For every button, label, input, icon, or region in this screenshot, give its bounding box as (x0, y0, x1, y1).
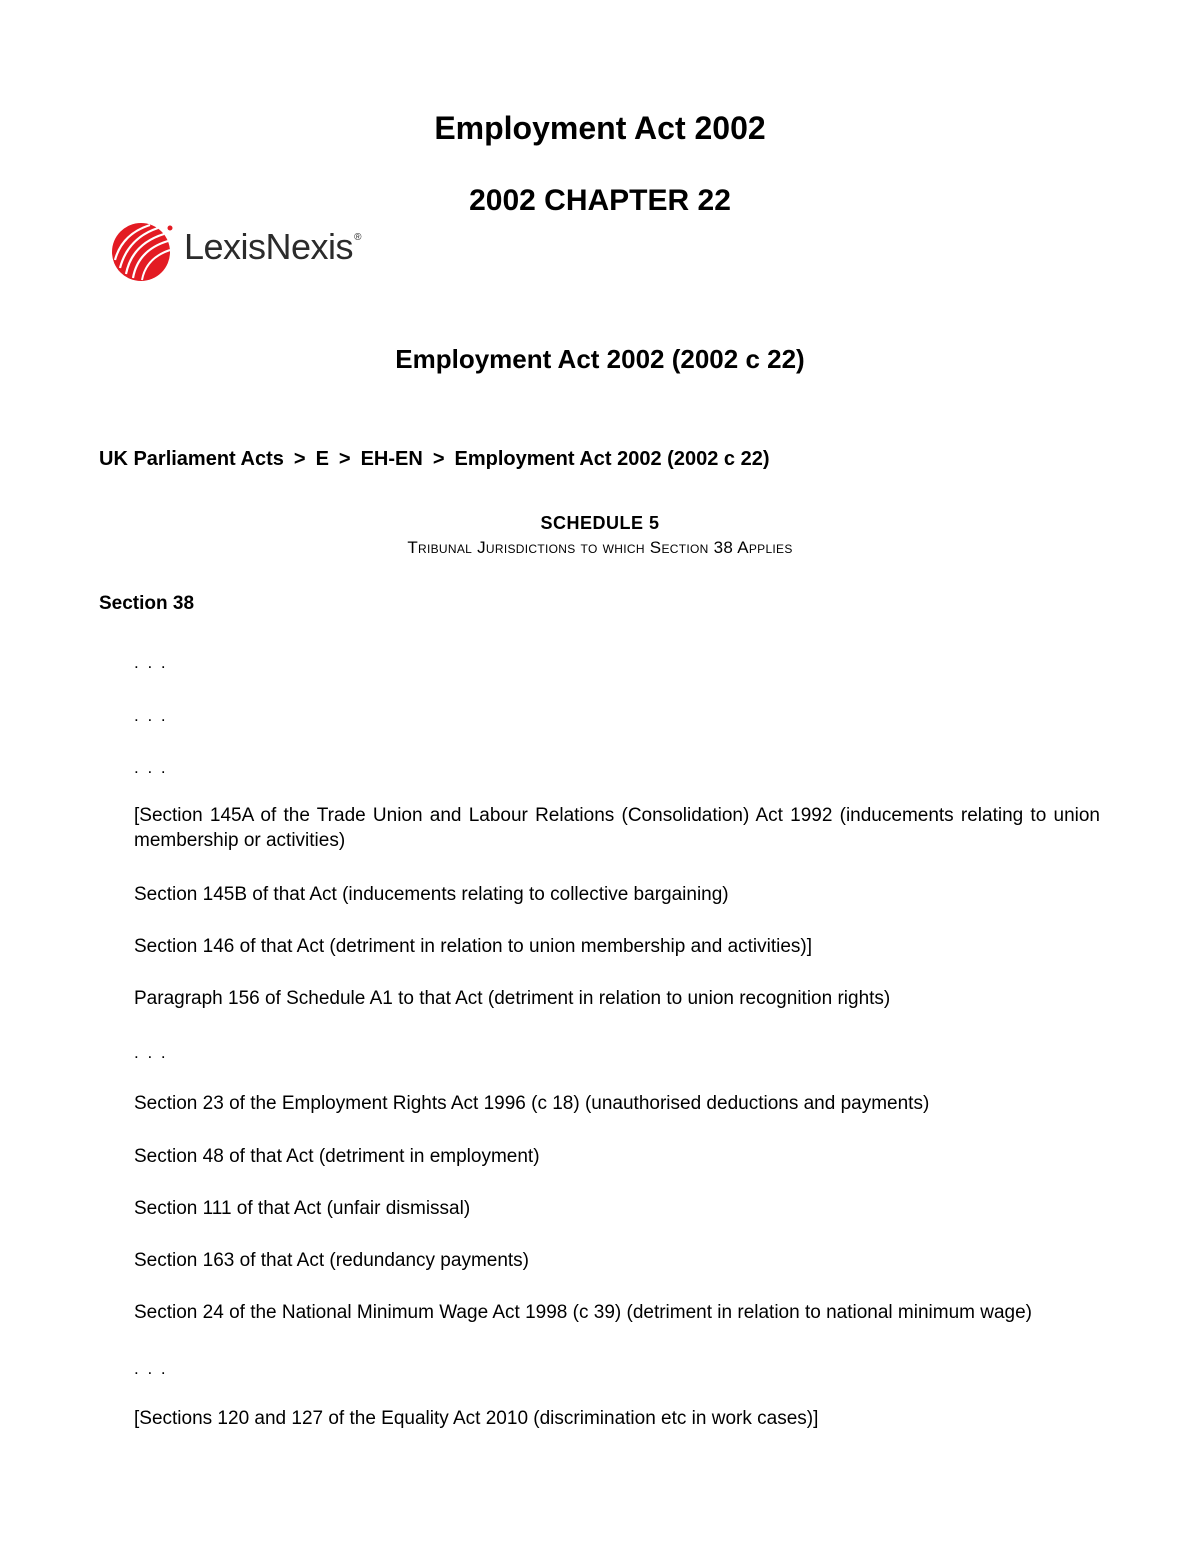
breadcrumb-separator: > (432, 448, 445, 470)
logo-registered-mark: ® (354, 232, 361, 243)
list-item: Section 23 of the Employment Rights Act 1996 (c 18) (unauthorised deductions and payments) (134, 1093, 930, 1114)
section-heading: Section 38 (99, 593, 195, 614)
lexisnexis-emblem-icon (106, 216, 178, 286)
list-item: Section 48 of that Act (detriment in employment) (134, 1146, 540, 1167)
list-item: Section 146 of that Act (detriment in relation to union membership and activities)] (134, 936, 813, 957)
omitted-paragraph: . . . (134, 653, 168, 672)
lexisnexis-logo (106, 216, 386, 286)
logo-wordmark (184, 226, 361, 268)
omitted-paragraph: . . . (134, 706, 168, 725)
schedule-subtitle: Tribunal Jurisdictions to which Section 38 Applies (407, 538, 793, 557)
logo-wordmark-text: LexisNexis (184, 226, 354, 267)
breadcrumb (99, 448, 769, 471)
document-title: Employment Act 2002 (434, 110, 766, 146)
list-item: [Section 145A of the Trade Union and Labour Relations (Consolidation) Act 1992 (inducements relating to union membership or activities) (134, 805, 1100, 851)
list-item: Section 24 of the National Minimum Wage Act 1998 (c 39) (detriment in relation to national minimum wage) (134, 1302, 1033, 1323)
breadcrumb-item-current[interactable]: Employment Act 2002 (2002 c 22) (454, 448, 770, 470)
list-item: Paragraph 156 of Schedule A1 to that Act (detriment in relation to union recognition rights) (134, 988, 891, 1009)
breadcrumb-item-eh-en[interactable]: EH-EN (360, 448, 423, 470)
document-subtitle: Employment Act 2002 (2002 c 22) (395, 344, 805, 374)
schedule-title: SCHEDULE 5 (540, 513, 660, 533)
list-item: Section 111 of that Act (unfair dismissal) (134, 1198, 471, 1219)
omitted-paragraph: . . . (134, 758, 168, 777)
breadcrumb-item-e[interactable]: E (315, 448, 329, 470)
breadcrumb-item-uk-parliament-acts[interactable]: UK Parliament Acts (99, 448, 284, 470)
chapter-heading: 2002 CHAPTER 22 (469, 184, 731, 217)
omitted-paragraph: . . . (134, 1043, 168, 1062)
breadcrumb-separator: > (293, 448, 306, 470)
list-item: Section 163 of that Act (redundancy payments) (134, 1250, 530, 1271)
omitted-paragraph: . . . (134, 1359, 168, 1378)
breadcrumb-separator: > (338, 448, 351, 470)
list-item: Section 145B of that Act (inducements relating to collective bargaining) (134, 884, 729, 905)
list-item: [Sections 120 and 127 of the Equality Act 2010 (discrimination etc in work cases)] (134, 1408, 819, 1429)
